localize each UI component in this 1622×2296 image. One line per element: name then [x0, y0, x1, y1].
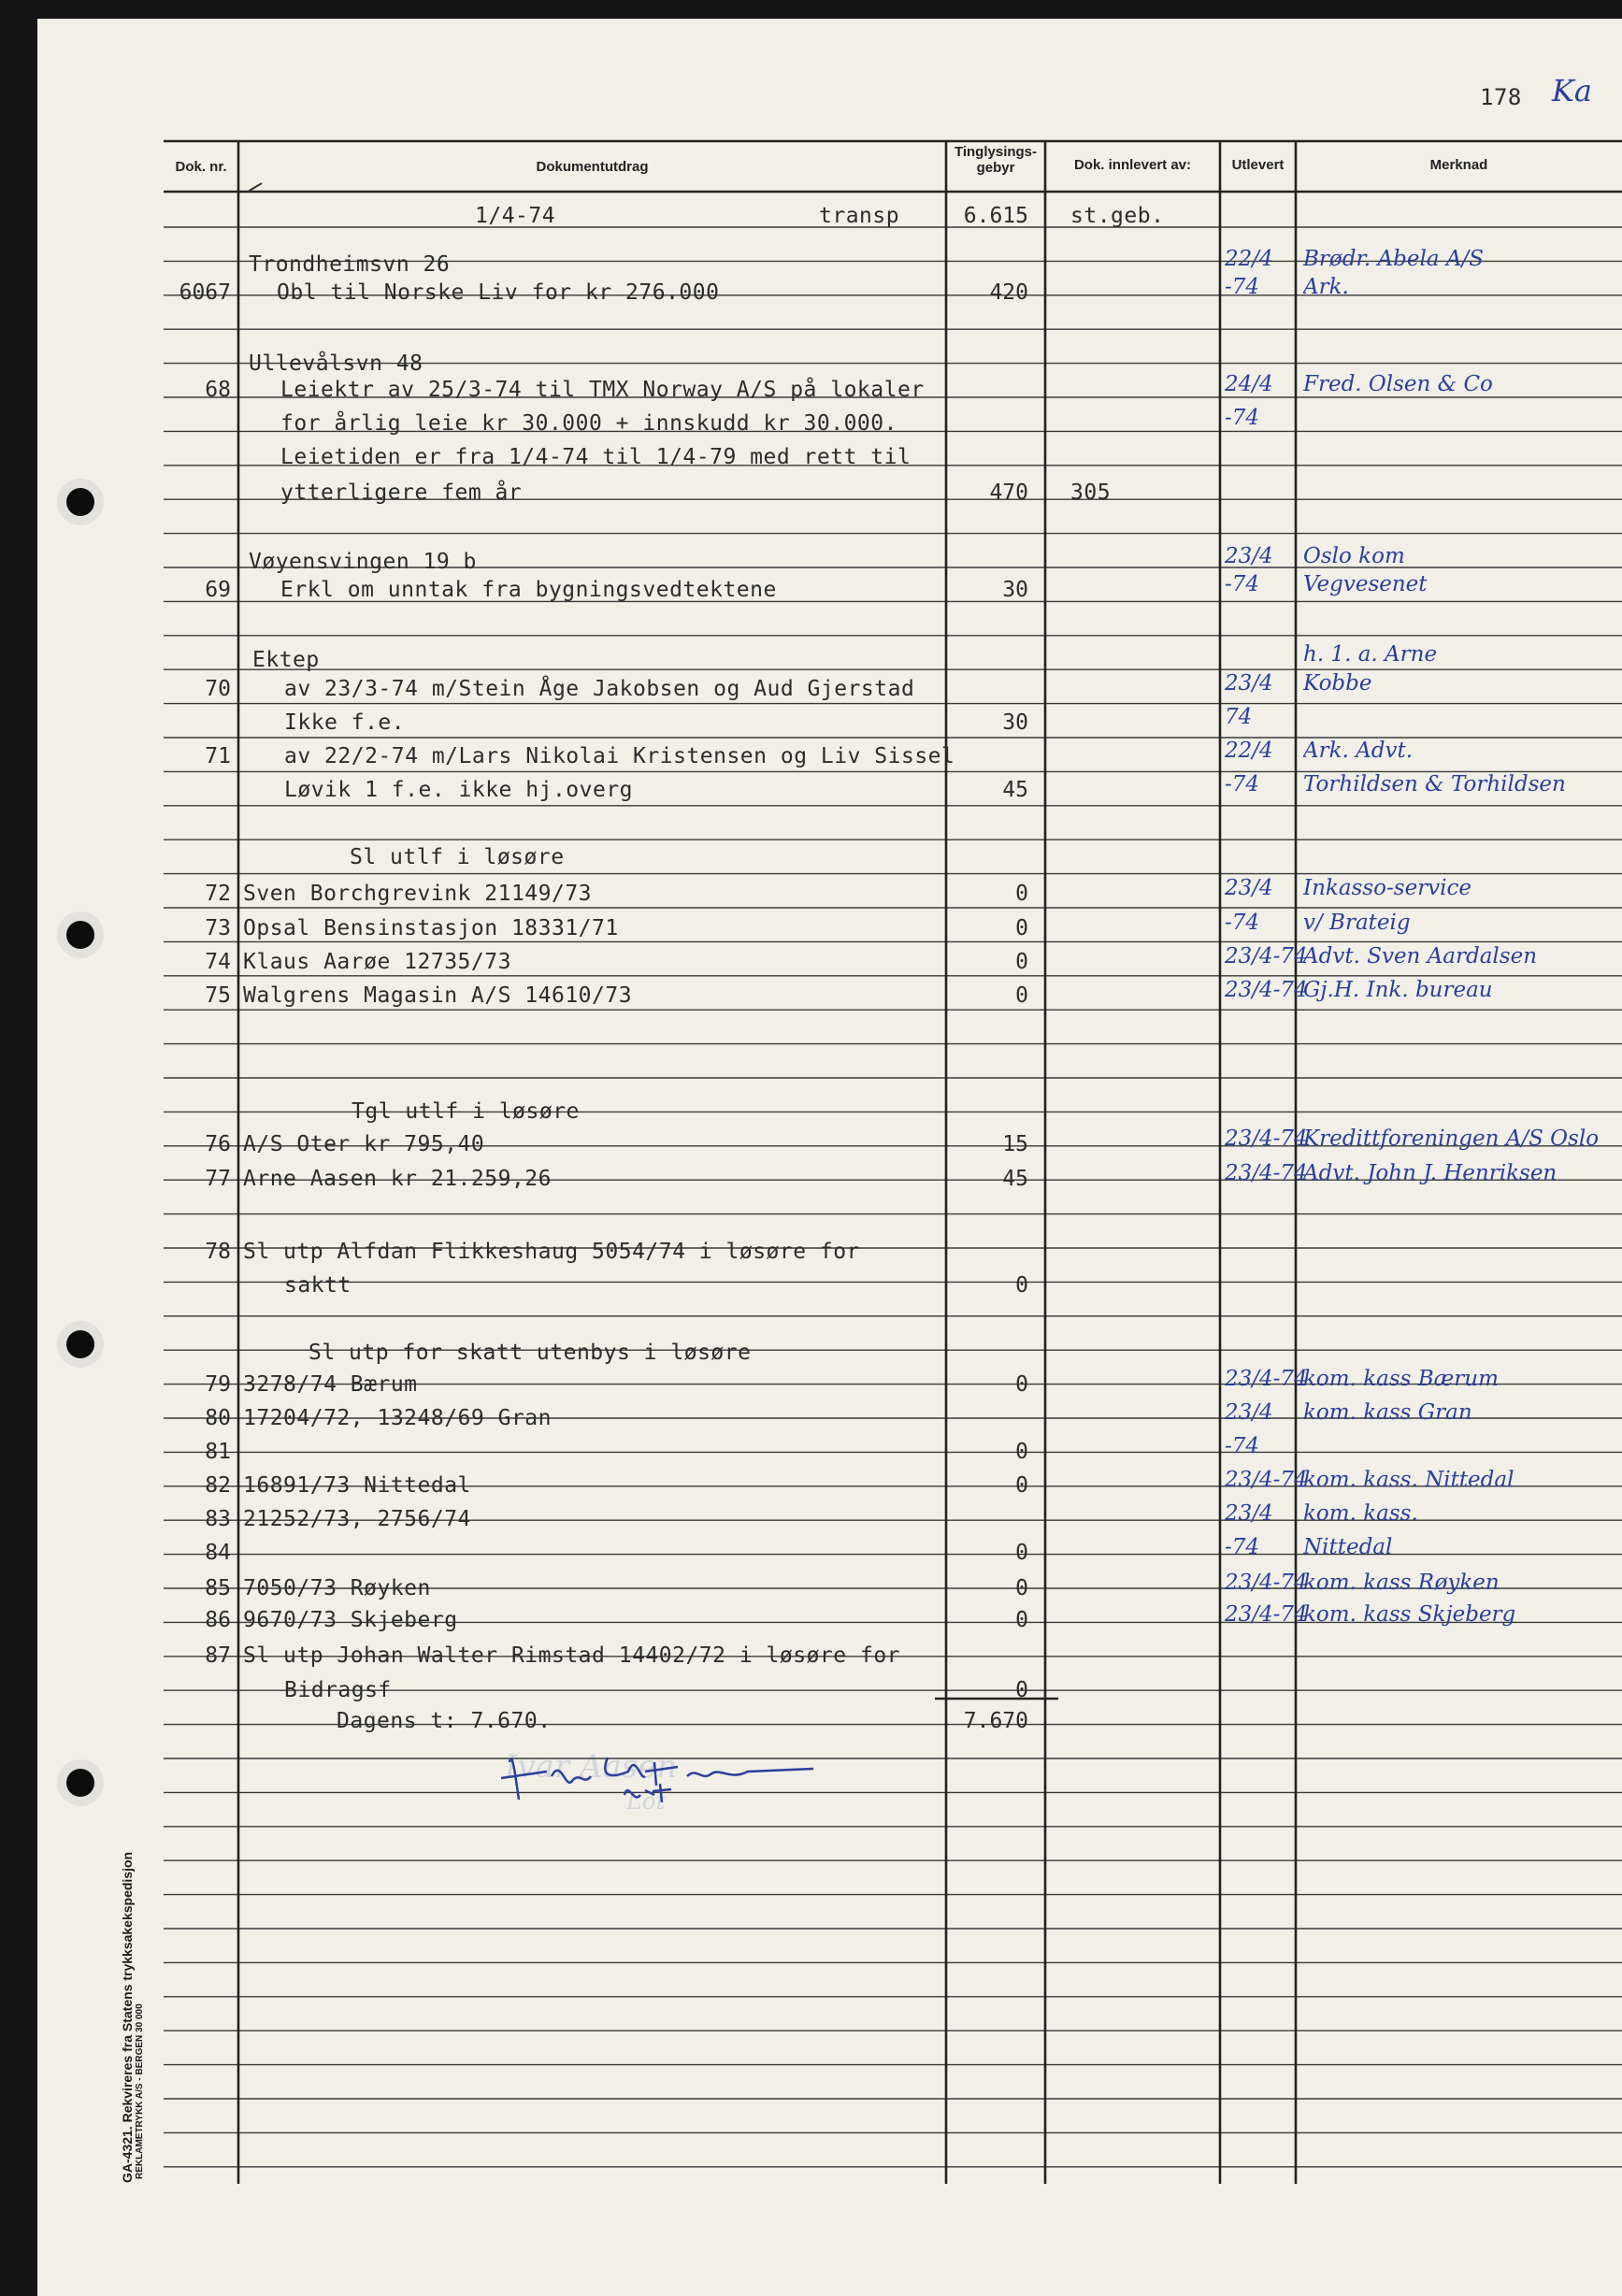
- header-gebyr-line1: Tinglysings-: [954, 144, 1038, 160]
- row-merknad: Torhildsen & Torhildsen: [1303, 772, 1566, 796]
- header-innlevert: Dok. innlevert av:: [1073, 157, 1192, 173]
- row-merknad: Inkasso-service: [1303, 876, 1472, 900]
- row-merknad: h. 1. a. Arne: [1303, 642, 1438, 667]
- row-merknad: kom. kass Gran: [1303, 1400, 1472, 1425]
- row-gebyr: 45: [1002, 778, 1028, 802]
- row-gebyr: 7.670: [963, 1709, 1028, 1733]
- row-utlevert: 74: [1225, 705, 1253, 729]
- row-merknad: Vegvesenet: [1303, 572, 1428, 596]
- row-text: Sl utp for skatt utenbys i løsøre: [309, 1341, 752, 1365]
- row-merknad: Advt. Sven Aardalsen: [1303, 944, 1538, 969]
- row-utlevert: 23/4-74: [1225, 1468, 1308, 1492]
- row-utlevert: 23/4: [1225, 876, 1273, 900]
- row-utlevert: 23/4: [1225, 544, 1273, 568]
- row-text: 17204/72, 13248/69 Gran: [243, 1406, 552, 1430]
- row-doknr: 75: [205, 983, 231, 1008]
- header-merknad: Merknad: [1429, 157, 1488, 173]
- row-text: Sven Borchgrevink 21149/73: [243, 882, 593, 906]
- row-utlevert: 23/4-74: [1225, 978, 1308, 1002]
- row-doknr: 79: [205, 1372, 231, 1397]
- binder-hole: [66, 921, 94, 949]
- row-gebyr: 0: [1015, 882, 1028, 906]
- row-utlevert: -74: [1225, 911, 1260, 935]
- row-text: Klaus Aarøe 12735/73: [243, 950, 511, 974]
- row-doknr: 6067: [179, 280, 231, 305]
- binder-hole: [66, 1769, 94, 1797]
- signature: Ivar Aasen: [505, 1748, 678, 1786]
- row-utlevert: -74: [1225, 406, 1260, 430]
- signature-note: Lot: [626, 1787, 666, 1815]
- row-merknad: Kobbe: [1303, 671, 1372, 696]
- row-gebyr: 6.615: [963, 204, 1028, 228]
- row-gebyr: 15: [1002, 1132, 1028, 1156]
- row-text: Leietiden er fra 1/4-74 til 1/4-79 med rett til: [280, 445, 911, 469]
- row-text: for årlig leie kr 30.000 + innskudd kr 30.000.: [280, 411, 897, 436]
- binder-hole: [66, 1330, 94, 1358]
- row-gebyr: 420: [989, 280, 1028, 305]
- page-mark: Ka: [1552, 73, 1592, 108]
- row-doknr: 77: [205, 1167, 231, 1191]
- row-utlevert: -74: [1225, 275, 1260, 299]
- header-utlevert: Utlevert: [1231, 157, 1285, 173]
- row-doknr: 72: [205, 882, 231, 906]
- row-doknr: 82: [205, 1473, 231, 1498]
- row-doknr: 87: [205, 1643, 231, 1668]
- row-utlevert: -74: [1225, 1535, 1260, 1559]
- row-gebyr: 0: [1015, 1473, 1028, 1498]
- row-gebyr: 0: [1015, 983, 1028, 1008]
- row-gebyr: 45: [1002, 1167, 1028, 1191]
- row-text: Ullevålsvn 48: [249, 352, 423, 376]
- row-merknad: Ark. Advt.: [1303, 739, 1414, 763]
- row-doknr: 85: [205, 1576, 231, 1600]
- row-text: Ektep: [252, 648, 320, 672]
- printer-line-1: GA-4321. Rekvireres fra Statens trykksakekspedisjon: [120, 1851, 135, 2183]
- row-text: Arne Aasen kr 21.259,26: [243, 1167, 552, 1191]
- row-text: ytterligere fem år: [280, 481, 523, 505]
- row-text: Opsal Bensinstasjon 18331/71: [243, 916, 619, 940]
- row-merknad: Kredittforeningen A/S Oslo: [1303, 1126, 1600, 1151]
- row-text: Dagens t: 7.670.: [337, 1709, 552, 1733]
- row-utlevert: -74: [1225, 1434, 1260, 1458]
- row-doknr: 76: [205, 1132, 231, 1156]
- header-gebyr-line2: gebyr: [976, 160, 1015, 177]
- row-text: 7050/73 Røyken: [243, 1576, 431, 1600]
- row-doknr: 81: [205, 1440, 231, 1464]
- row-text: Vøyensvingen 19 b: [249, 550, 477, 574]
- printer-line-2: REKLAMETRYKK A/S - BERGEN 30 000: [135, 2003, 145, 2179]
- row-text: 16891/73 Nittedal: [243, 1473, 471, 1498]
- row-utlevert: 24/4: [1225, 372, 1273, 396]
- row-text: Tgl utlf i løsøre: [352, 1099, 580, 1124]
- row-text: 3278/74 Bærum: [243, 1372, 418, 1397]
- row-utlevert: 23/4: [1225, 671, 1273, 696]
- header-dokumentutdrag: Dokumentutdrag: [536, 159, 649, 175]
- page-number: 178: [1480, 84, 1522, 110]
- row-text: Løvik 1 f.e. ikke hj.overg: [284, 778, 634, 802]
- row-utlevert: 23/4: [1225, 1501, 1273, 1526]
- row-merknad: Brødr. Abela A/S: [1303, 247, 1484, 271]
- row-utlevert: 23/4-74: [1225, 1367, 1308, 1391]
- row-doknr: 69: [205, 578, 231, 602]
- row-doknr: 78: [205, 1240, 231, 1264]
- row-doknr: 80: [205, 1406, 231, 1430]
- row-merknad: v/ Brateig: [1303, 911, 1411, 935]
- row-text: Sl utp Alfdan Flikkeshaug 5054/74 i løsøre for: [243, 1240, 860, 1264]
- row-text: Erkl om unntak fra bygningsvedtektene: [280, 578, 777, 602]
- row-gebyr: 0: [1015, 1541, 1028, 1565]
- row-gebyr: 0: [1015, 1576, 1028, 1600]
- row-gebyr: 0: [1015, 1678, 1028, 1702]
- row-doknr: 70: [205, 677, 231, 701]
- row-merknad: Advt. John J. Henriksen: [1303, 1161, 1557, 1185]
- row-merknad: kom. kass Skjeberg: [1303, 1602, 1516, 1627]
- row-merknad: kom. kass Bærum: [1303, 1367, 1499, 1391]
- row-gebyr: 30: [1002, 578, 1028, 602]
- row-gebyr: 0: [1015, 1372, 1028, 1397]
- row-doknr: 84: [205, 1541, 231, 1565]
- row-text: Sl utp Johan Walter Rimstad 14402/72 i løsøre for: [243, 1643, 901, 1668]
- row-utlevert: 23/4-74: [1225, 1161, 1308, 1185]
- row-doknr: 83: [205, 1507, 231, 1531]
- printer-imprint: [120, 1852, 145, 2183]
- row-utlevert: 23/4-74: [1225, 1571, 1308, 1595]
- row-gebyr: 0: [1015, 916, 1028, 940]
- row-innlevert: 305: [1070, 481, 1112, 505]
- row-text: A/S Oter kr 795,40: [243, 1132, 485, 1156]
- row-text: 21252/73, 2756/74: [243, 1507, 471, 1531]
- row-text: av 23/3-74 m/Stein Åge Jakobsen og Aud Gjerstad: [284, 677, 915, 701]
- row-utlevert: 23/4-74: [1225, 1126, 1308, 1151]
- row-gebyr: 30: [1002, 710, 1028, 735]
- row-doknr: 68: [205, 378, 231, 402]
- row-text: 1/4-74: [475, 204, 556, 228]
- row-text: Trondheimsvn 26: [249, 252, 451, 277]
- header-dok-nr: Dok. nr.: [175, 159, 227, 175]
- row-innlevert: st.geb.: [1070, 204, 1165, 228]
- row-merknad: Nittedal: [1303, 1535, 1393, 1559]
- binder-hole: [66, 488, 94, 516]
- row-utlevert: 23/4: [1225, 1400, 1273, 1425]
- row-text: saktt: [284, 1273, 352, 1298]
- row-doknr: 73: [205, 916, 231, 940]
- row-text: Leiektr av 25/3-74 til TMX Norway A/S på lokaler: [280, 378, 925, 402]
- row-gebyr: 0: [1015, 950, 1028, 974]
- row-doknr: 74: [205, 950, 231, 974]
- row-gebyr: 0: [1015, 1608, 1028, 1632]
- row-doknr: 71: [205, 744, 231, 768]
- row-merknad: kom. kass.: [1303, 1501, 1418, 1526]
- row-text: Bidragsf: [284, 1678, 392, 1702]
- row-merknad: Gj.H. Ink. bureau: [1303, 978, 1493, 1002]
- row-gebyr: 470: [989, 481, 1028, 505]
- row-text: Ikke f.e.: [284, 710, 406, 735]
- row-gebyr: 0: [1015, 1440, 1028, 1464]
- row-utlevert: 22/4: [1225, 247, 1273, 271]
- row-gebyr: 0: [1015, 1273, 1028, 1298]
- row-text: 9670/73 Skjeberg: [243, 1608, 458, 1632]
- row-utlevert: 23/4-74: [1225, 1602, 1308, 1627]
- row-text-transp: transp: [819, 204, 900, 228]
- row-utlevert: -74: [1225, 772, 1260, 796]
- row-text: Sl utlf i løsøre: [350, 845, 565, 869]
- row-text: Obl til Norske Liv for kr 276.000: [277, 280, 720, 305]
- row-text: Walgrens Magasin A/S 14610/73: [243, 983, 633, 1008]
- row-utlevert: 22/4: [1225, 739, 1273, 763]
- row-utlevert: -74: [1225, 572, 1260, 596]
- row-merknad: Ark.: [1303, 275, 1349, 299]
- row-merknad: kom. kass. Nittedal: [1303, 1468, 1514, 1492]
- row-doknr: 86: [205, 1608, 231, 1632]
- row-utlevert: 23/4-74: [1225, 944, 1308, 969]
- row-merknad: kom. kass Røyken: [1303, 1571, 1500, 1595]
- header-gebyr: [946, 144, 1045, 177]
- row-merknad: Fred. Olsen & Co: [1303, 372, 1493, 396]
- row-merknad: Oslo kom: [1303, 544, 1405, 568]
- row-text: av 22/2-74 m/Lars Nikolai Kristensen og Liv Sissel: [284, 744, 955, 768]
